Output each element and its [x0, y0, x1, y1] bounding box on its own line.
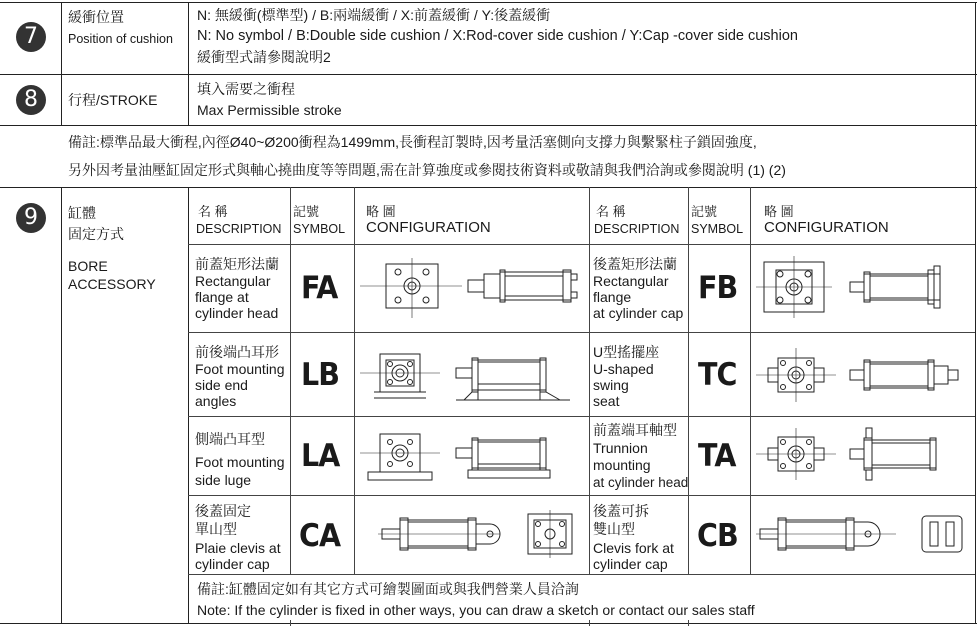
- row-9-badge: 9: [16, 203, 46, 233]
- mount-cb-zh: 後蓋可拆: [593, 503, 649, 519]
- row-8-label: 行程/STROKE: [68, 92, 158, 108]
- rule-r1: [188, 332, 975, 333]
- side-lug-drawing: [360, 420, 582, 492]
- rule-note-9: [0, 187, 977, 188]
- mount-fb-symbol: FB: [698, 270, 738, 306]
- row-7-badge: 7: [16, 22, 46, 52]
- mount-ca-zh: 後蓋固定: [195, 503, 251, 519]
- double-clevis-drawing: [756, 500, 970, 570]
- mount-la-symbol: LA: [301, 438, 340, 474]
- mount-cb-symbol: CB: [697, 518, 738, 554]
- mount-la-en-2: side luge: [195, 472, 252, 488]
- rule-c1: [290, 187, 291, 574]
- header-config-en-2: CONFIGURATION: [764, 219, 889, 236]
- trunnion-drawing: [756, 420, 970, 492]
- foot-angle-drawing: [360, 340, 582, 414]
- rule-hdr: [188, 244, 975, 245]
- header-symbol-en-2: SYMBOL: [691, 222, 744, 236]
- mount-fa-zh: 前蓋矩形法蘭: [195, 256, 279, 272]
- row-8-badge: 8: [16, 85, 46, 115]
- header-symbol-en: SYMBOL: [293, 222, 346, 236]
- mount-fb-en-1: Rectangular: [593, 273, 669, 289]
- rule-c5: [750, 187, 751, 574]
- mount-note-line-2: Note: If the cylinder is fixed in other ways, you can draw a sketch or contact our sales staff: [197, 602, 755, 618]
- mount-fa-en-3: cylinder head: [195, 305, 279, 321]
- rule-7-8: [0, 74, 977, 75]
- mount-fa-symbol: FA: [301, 270, 338, 306]
- row-9-label-zh-2: 固定方式: [68, 226, 124, 242]
- rule-col-a2: [61, 187, 62, 623]
- mount-cb-en-1: Clevis fork at: [593, 540, 674, 556]
- mount-tc-en-1: U-shaped: [593, 361, 654, 377]
- mount-fb-en-2: flange: [593, 289, 632, 305]
- stroke-note-line-1: 備註:標準品最大衝程,內徑Ø40~Ø200衝程為1499mm,長衝程訂製時,因考量活塞側向支撐力與繫緊柱子鎖固強度,: [68, 134, 757, 150]
- mount-ta-en-3: at cylinder head: [593, 475, 689, 490]
- mount-ta-en-1: Trunnion: [593, 440, 648, 456]
- header-symbol-zh-2: 記號: [691, 204, 718, 219]
- row-8-line-2: Max Permissible stroke: [197, 102, 342, 118]
- rule-tick-2: [589, 620, 590, 626]
- mount-tc-zh: U型搖擺座: [593, 344, 660, 360]
- mount-fb-zh: 後蓋矩形法蘭: [593, 256, 677, 272]
- header-name-zh: 名 稱: [198, 204, 228, 219]
- rule-tick-1: [290, 620, 291, 626]
- mount-lb-zh: 前後端凸耳形: [195, 344, 279, 360]
- mount-ta-zh: 前蓋端耳軸型: [593, 422, 677, 438]
- mount-la-en-1: Foot mounting: [195, 454, 285, 470]
- mount-cb-en-2: cylinder cap: [593, 556, 668, 572]
- mount-tc-en-3: seat: [593, 393, 620, 409]
- mount-lb-en-2: side end: [195, 377, 248, 393]
- header-name-en-2: DESCRIPTION: [594, 222, 680, 236]
- row-7-line-2: N: No symbol / B:Double side cushion / X:Rod-cover side cushion / Y:Cap -cover side cushion: [197, 28, 798, 44]
- rule-c2: [354, 187, 355, 574]
- mount-lb-en-1: Foot mounting: [195, 361, 285, 377]
- mount-fa-en-1: Rectangular: [195, 273, 271, 289]
- row-7-label-zh: 緩衝位置: [68, 9, 124, 25]
- single-clevis-drawing: [360, 500, 582, 570]
- mount-fa-en-2: flange at: [195, 289, 249, 305]
- u-swing-drawing: [756, 340, 970, 414]
- rule-col-a: [61, 2, 62, 125]
- mount-lb-en-3: angles: [195, 393, 237, 409]
- rule-r3: [188, 495, 975, 496]
- header-config-en: CONFIGURATION: [366, 219, 491, 236]
- row-8-line-1: 填入需要之衝程: [197, 81, 295, 97]
- mount-la-zh: 側端凸耳型: [195, 431, 265, 447]
- header-name-en: DESCRIPTION: [196, 222, 282, 236]
- mount-ca-en-2: cylinder cap: [195, 556, 270, 572]
- row-9-label-en-2: ACCESSORY: [68, 276, 156, 292]
- row-7-line-1: N: 無緩衝(標準型) / B:兩端緩衝 / X:前蓋緩衝 / Y:後蓋緩衝: [197, 7, 551, 23]
- rule-tick-3: [688, 620, 689, 626]
- mount-ta-symbol: TA: [698, 438, 736, 474]
- front-flange-drawing: [360, 252, 582, 326]
- row-9-label-en-1: BORE: [68, 258, 108, 274]
- mount-cb-zh-2: 雙山型: [593, 521, 635, 537]
- rule-r4: [188, 574, 975, 575]
- rear-flange-drawing: [756, 252, 970, 326]
- rule-8-note: [0, 125, 977, 126]
- rule-c4: [688, 187, 689, 574]
- rule-top: [0, 2, 977, 3]
- mount-ta-en-2: mounting: [593, 457, 651, 473]
- rule-r2: [188, 416, 975, 417]
- mount-note-line-1: 備註:缸體固定如有其它方式可繪製圖面或與我們營業人員洽詢: [197, 581, 579, 597]
- header-name-zh-2: 名 稱: [596, 204, 626, 219]
- mount-ca-en-1: Plaie clevis at: [195, 540, 281, 556]
- row-9-label-zh-1: 缸體: [68, 205, 96, 221]
- rule-bottom: [0, 623, 977, 624]
- mount-tc-symbol: TC: [698, 357, 737, 393]
- mount-ca-zh-2: 單山型: [195, 521, 237, 537]
- rule-col-b2: [188, 187, 189, 623]
- row-7-label-en: Position of cushion: [68, 32, 173, 46]
- mount-lb-symbol: LB: [301, 357, 340, 393]
- row-7-line-3: 緩衝型式請參閱說明2: [197, 49, 331, 65]
- mount-fb-en-3: at cylinder cap: [593, 305, 684, 321]
- rule-right: [975, 2, 976, 623]
- header-config-zh-2: 略 圖: [764, 204, 794, 219]
- mount-tc-en-2: swing: [593, 377, 629, 393]
- mount-ca-symbol: CA: [299, 518, 341, 554]
- header-symbol-zh: 記號: [293, 204, 320, 219]
- stroke-note-line-2: 另外因考量油壓缸固定形式與軸心撓曲度等等問題,需在計算強度或參閱技術資料或敬請與我們洽詢或參閱說明 (1) (2): [68, 162, 786, 178]
- rule-c3: [589, 187, 590, 574]
- header-config-zh: 略 圖: [366, 204, 396, 219]
- rule-col-b: [188, 2, 189, 125]
